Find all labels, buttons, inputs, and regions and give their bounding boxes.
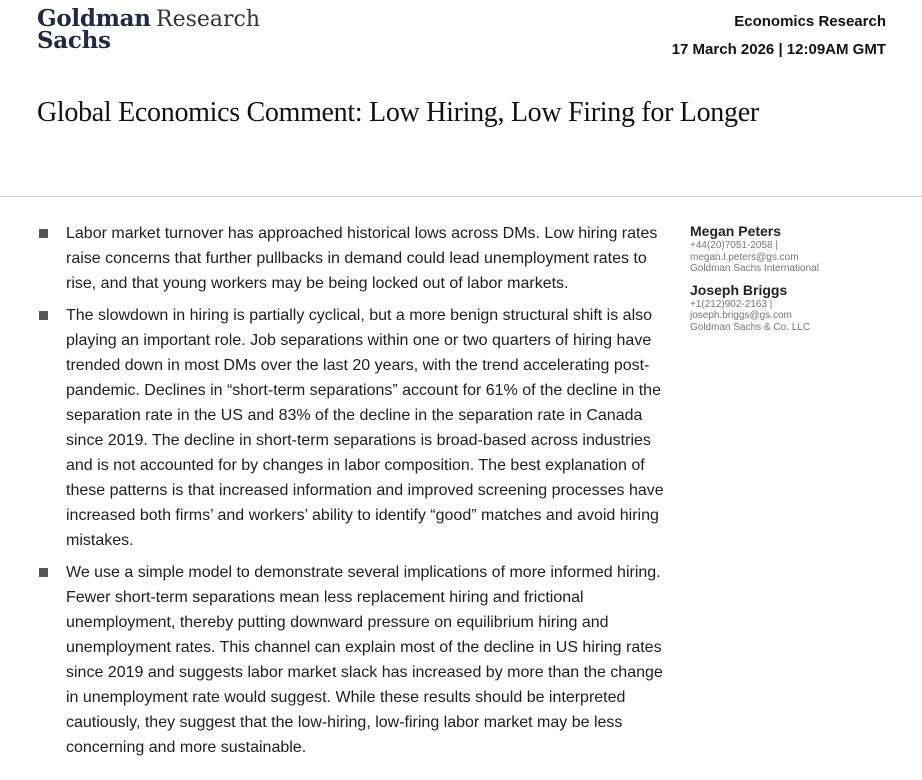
author-name: Joseph Briggs <box>690 281 788 298</box>
logo-line-goldman: Goldman <box>37 5 151 32</box>
author-card <box>690 222 890 275</box>
author-phone: +1(212)902-2163 | <box>690 298 773 310</box>
page-title: Global Economics Comment: Low Hiring, Low Firing for Longer <box>37 97 759 128</box>
square-bullet-icon <box>39 568 48 577</box>
report-datetime: 17 March 2026 | 12:09AM GMT <box>671 41 886 58</box>
research-wordmark: Research <box>156 7 261 32</box>
author-phone: +44(20)7051-2058 | <box>690 240 778 251</box>
summary-bullets <box>38 221 666 767</box>
goldman-sachs-logo <box>37 5 151 54</box>
bullet-text: The slowdown in hiring is partially cyclical, but a more benign structural shift is also playing an important role. Job separations within one or two quarters of hiring have trended down in most DMs over the last 20 years, with the trend accelerating post-pandemic. Declines in “short-term separations” account for 61% of the decline in the separation rate in the US and 83% of the decline in the separation rate in Canada since 2019. The decline in short-term separations is broad-based across industries and is not accounted for by changes in labor composition. The best explanation of these patterns is that increased information and improved screening processes have increased both firms’ and workers’ ability to identify “good” matches and avoid hiring mistakes. <box>66 307 664 549</box>
author-name: Megan Peters <box>690 223 782 239</box>
bullet-text: We use a simple model to demonstrate several implications of more informed hiring. Fewer short-term separations mean less replacement hiring and frictional unemployment, thereby putting downward pressure on equilibrium hiring and unemployment rates. This channel can explain most of the decline in US hiring rates since 2019 and suggests labor market slack has increased by more than the change in unemployment rate would suggest. While these results should be interpreted cautiously, they suggest that the low-hiring, low-firing labor market may be less concerning and more sustainable. <box>66 564 663 756</box>
author-card <box>690 281 890 334</box>
report-category: Economics Research <box>734 13 886 30</box>
author-sidebar <box>690 222 890 339</box>
author-email[interactable]: megan.l.peters@gs.com <box>690 251 799 263</box>
bullet-item <box>38 303 666 553</box>
author-firm: Goldman Sachs International <box>690 263 819 274</box>
bullet-item <box>38 560 666 760</box>
author-email[interactable]: joseph.briggs@gs.com <box>690 310 792 321</box>
bullet-text: Labor market turnover has approached historical lows across DMs. Low hiring rates raise concerns that further pullbacks in demand could lead unemployment rates to rise, and that young workers may be being locked out of labor markets. <box>66 225 658 292</box>
report-meta <box>672 8 886 64</box>
bullet-item <box>38 221 666 296</box>
square-bullet-icon <box>39 229 48 238</box>
header-divider <box>0 196 922 197</box>
square-bullet-icon <box>39 311 48 320</box>
author-firm: Goldman Sachs & Co. LLC <box>690 321 811 333</box>
logo-line-sachs: Sachs <box>37 27 111 54</box>
